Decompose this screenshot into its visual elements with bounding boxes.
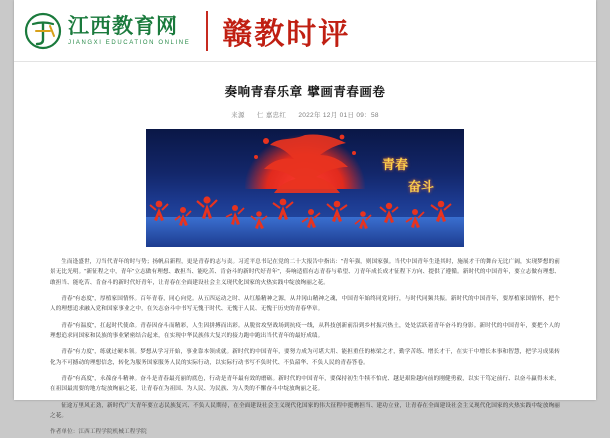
figure-crowd-silhouettes	[146, 191, 464, 237]
byline-source: 仁 嘉忠红	[256, 112, 287, 119]
paragraph: 征途万里风正劲，新时代广大青年要立志民族复兴、不负人民期待，在全面建设社会主义现代化国家的伟大征程中挺膺担当、建功立业，让青春在全面建设社会主义现代化国家的火热实践中绽放绚丽之花。	[50, 402, 560, 420]
figure-text-top: 青春	[381, 158, 408, 173]
paragraph: 青春"有高度"，永葆奋斗精神。奋斗是青春最亮丽的底色，行动是青年最有效的磨砺。新时代的中国青年，要保持初生牛犊不怕虎、越是艰险越向前的刚健勇毅，以实干笃定前行、以奋斗赢得未来，在祖国最需要的地方绽放绚丽之花，让青春在为祖国、为人民、为民族、为人类的不懈奋斗中绽放绚丽之花。	[50, 376, 560, 393]
site-name-en: JIANGXI EDUCATION ONLINE	[68, 40, 191, 47]
paragraph: 青春"有态度"，厚植家国情怀。百年青春，同心向党。从五四运动之时、从红船精神之源，从井冈山精神之魂，中国青年始终同党同行，与时代同频共振。新时代的中国青年，要厚植家国情怀，把个人的理想追求融入党和国家事业之中，在矢志奋斗中书写无愧于时代、无愧于人民、无愧于历史的青春华章。	[50, 296, 560, 313]
article-headline: 奏响青春乐章 擘画青春画卷	[224, 84, 386, 99]
article-figure	[146, 129, 464, 247]
byline-date: 2022年 12月 01日 09：58	[298, 112, 379, 119]
byline-source-label: 来源	[231, 112, 245, 119]
column-title: 赣教时评	[222, 16, 351, 52]
site-logo-text	[68, 12, 191, 47]
site-name-cn: 江西教育网	[68, 12, 178, 38]
figure-text-bottom: 奋斗	[407, 180, 434, 195]
article-signature: 作者单位：江西工程学院机械工程学院	[50, 429, 147, 436]
site-logo[interactable]	[24, 12, 190, 50]
paragraph: 生而逢盛世，刀当代青年的时与势；扬帆启新程，更是青春的志与责。习近平总书记在党的二十大报告中指出："青年强，则国家强。当代中国青年生逢其时，施展才干的舞台无比广阔，实现梦想的前景无比光明。"新征程之中，青年"立志做有理想、敢担当、能吃苦、肯奋斗的新时代好青年"，奏响适值有志青春与希望、刀青年成长成才征程下方向、提供了遵循。新时代的中国青年，要立志做有理想、敢担当、能吃苦、肯奋斗的新时代好青年，让青春在全面建设社会主义现代化国家的火热实践中绽放绚丽之花。	[50, 259, 560, 286]
article-byline	[50, 110, 560, 119]
article-text	[50, 257, 560, 438]
jx-monogram-icon	[24, 12, 62, 50]
article-body	[14, 62, 596, 438]
document-page	[14, 0, 596, 436]
paragraph: 青春"有力度"，练就过硬本领。梦想从学习开始，事业靠本领成就。新时代的中国青年，要努力成为可堪大用、能担重任的栋梁之才，勤学苦练、增长才干，在实干中增长本事和智慧，把学习成果转化为不可撼动的理想信念，转化为服务国家服务人民的实际行动，以实际行动书写不负时代、不负韶华、不负人民的青春答卷。	[50, 349, 560, 366]
site-masthead	[14, 0, 596, 62]
figure-splash-graphic	[230, 131, 380, 198]
masthead-divider	[206, 11, 208, 51]
paragraph: 青春"有温度"，扛起时代使命。青春因奋斗而精彩，人生因拼搏而出彩。从脱贫攻坚战场到抗疫一线，从科技创新前沿到乡村振兴热土，处处活跃着青年奋斗的身影。新时代的中国青年，要把个人的理想追求同国家和民族的事业紧密结合起来，在实现中华民族伟大复兴的接力跑中跑出当代青年的最好成绩。	[50, 322, 560, 340]
